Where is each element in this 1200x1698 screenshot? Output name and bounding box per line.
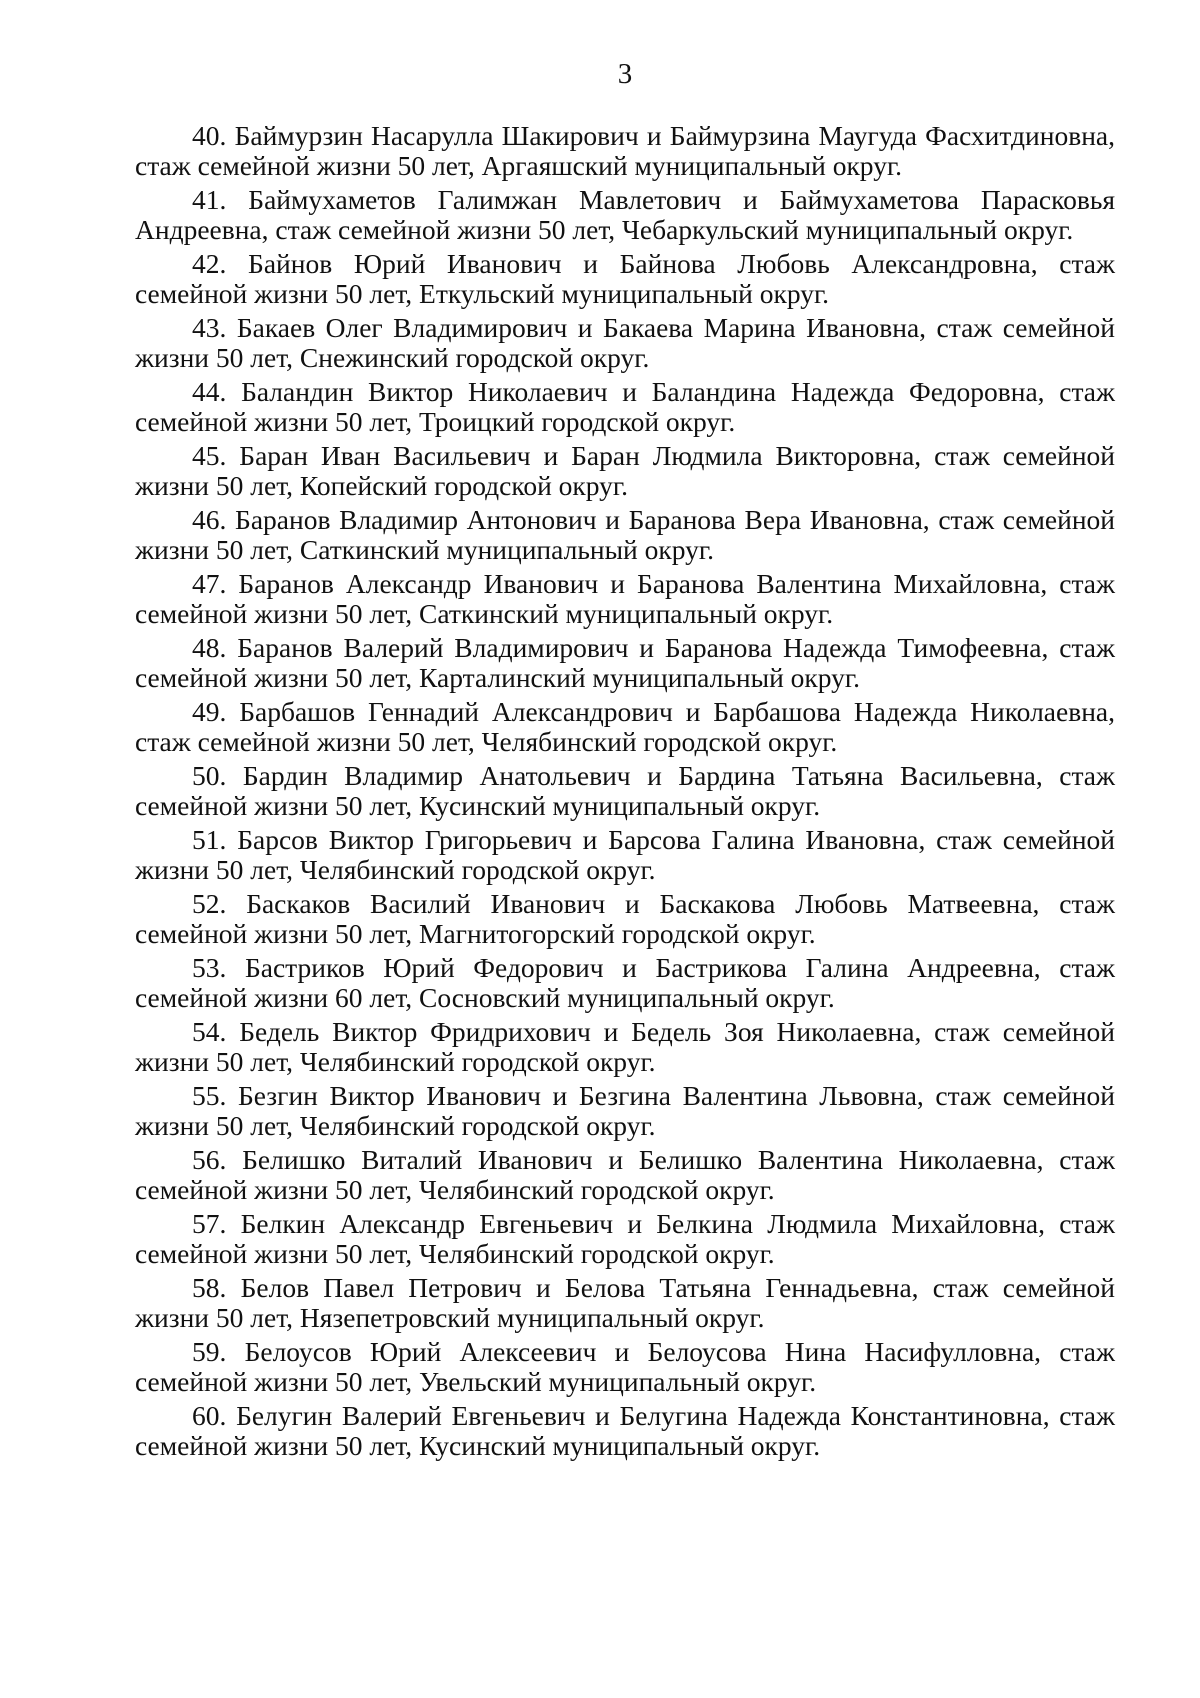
entry-text: Байнов Юрий Иванович и Байнова Любовь Александровна, стаж семейной жизни 50 лет, Еткульский муниципальный округ.: [135, 248, 1115, 309]
entry-text: Баранов Валерий Владимирович и Баранова Надежда Тимофеевна, стаж семейной жизни 50 лет, Карталинский муниципальный округ.: [135, 632, 1115, 693]
entry-number: 45.: [192, 440, 227, 471]
entry-number: 59.: [192, 1336, 227, 1367]
list-item: [135, 697, 1115, 757]
entry-text: Белов Павел Петрович и Белова Татьяна Геннадьевна, стаж семейной жизни 50 лет, Нязепетровский муниципальный округ.: [135, 1272, 1115, 1333]
entry-number: 58.: [192, 1272, 227, 1303]
entry-number: 41.: [192, 184, 227, 215]
entry-number: 43.: [192, 312, 227, 343]
list-item: [135, 953, 1115, 1013]
entry-text: Баймурзин Насарулла Шакирович и Баймурзина Маугуда Фасхитдиновна, стаж семейной жизни 50 лет, Аргаяшский муниципальный округ.: [135, 120, 1116, 181]
entry-text: Баран Иван Васильевич и Баран Людмила Викторовна, стаж семейной жизни 50 лет, Копейский городской округ.: [135, 440, 1115, 501]
list-item: [135, 1401, 1115, 1461]
list-item: [135, 377, 1115, 437]
entry-number: 42.: [192, 248, 227, 279]
entry-text: Баранов Владимир Антонович и Баранова Вера Ивановна, стаж семейной жизни 50 лет, Саткинский муниципальный округ.: [135, 504, 1115, 565]
list-item: [135, 1081, 1115, 1141]
page-number: 3: [617, 58, 633, 90]
entry-number: 54.: [192, 1016, 227, 1047]
entry-text: Белишко Виталий Иванович и Белишко Валентина Николаевна, стаж семейной жизни 50 лет, Челябинский городской округ.: [135, 1144, 1115, 1205]
entry-text: Белугин Валерий Евгеньевич и Белугина Надежда Константиновна, стаж семейной жизни 50 лет, Кусинский муниципальный округ.: [135, 1400, 1116, 1461]
entry-text: Баскаков Василий Иванович и Баскакова Любовь Матвеевна, стаж семейной жизни 50 лет, Магнитогорский городской округ.: [135, 888, 1116, 949]
list-item: [135, 441, 1115, 501]
entry-number: 56.: [192, 1144, 227, 1175]
entry-number: 46.: [192, 504, 227, 535]
entry-number: 60.: [192, 1400, 227, 1431]
entry-number: 52.: [192, 888, 227, 919]
entry-number: 51.: [192, 824, 227, 855]
entry-number: 48.: [192, 632, 227, 663]
list-item: [135, 185, 1115, 245]
entry-number: 47.: [192, 568, 227, 599]
entry-number: 40.: [192, 120, 227, 151]
entry-text: Бастриков Юрий Федорович и Бастрикова Галина Андреевна, стаж семейной жизни 60 лет, Сосновский муниципальный округ.: [135, 952, 1116, 1013]
list-item: [135, 1017, 1115, 1077]
award-list: [135, 121, 1115, 1465]
list-item: [135, 1337, 1115, 1397]
list-item: [135, 1209, 1115, 1269]
list-item: [135, 825, 1115, 885]
list-item: [135, 313, 1115, 373]
entry-text: Баймухаметов Галимжан Мавлетович и Баймухаметова Парасковья Андреевна, стаж семейной жизни 50 лет, Чебаркульский муниципальный округ.: [135, 184, 1116, 245]
entry-number: 53.: [192, 952, 227, 983]
entry-text: Баранов Александр Иванович и Баранова Валентина Михайловна, стаж семейной жизни 50 лет, Саткинский муниципальный округ.: [135, 568, 1115, 629]
entry-text: Безгин Виктор Иванович и Безгина Валентина Львовна, стаж семейной жизни 50 лет, Челябинский городской округ.: [135, 1080, 1115, 1141]
entry-text: Бедель Виктор Фридрихович и Бедель Зоя Николаевна, стаж семейной жизни 50 лет, Челябинский городской округ.: [135, 1016, 1116, 1077]
entry-text: Бардин Владимир Анатольевич и Бардина Татьяна Васильевна, стаж семейной жизни 50 лет, Кусинский муниципальный округ.: [135, 760, 1116, 821]
list-item: [135, 761, 1115, 821]
list-item: [135, 569, 1115, 629]
entry-text: Барбашов Геннадий Александрович и Барбашова Надежда Николаевна, стаж семейной жизни 50 лет, Челябинский городской округ.: [135, 696, 1115, 757]
list-item: [135, 1273, 1115, 1333]
list-item: [135, 121, 1115, 181]
entry-text: Бакаев Олег Владимирович и Бакаева Марина Ивановна, стаж семейной жизни 50 лет, Снежинский городской округ.: [135, 312, 1115, 373]
entry-text: Белкин Александр Евгеньевич и Белкина Людмила Михайловна, стаж семейной жизни 50 лет, Челябинский городской округ.: [135, 1208, 1115, 1269]
entry-number: 55.: [192, 1080, 227, 1111]
entry-number: 50.: [192, 760, 227, 791]
entry-text: Баландин Виктор Николаевич и Баландина Надежда Федоровна, стаж семейной жизни 50 лет, Троицкий городской округ.: [135, 376, 1116, 437]
list-item: [135, 505, 1115, 565]
list-item: [135, 889, 1115, 949]
entry-text: Барсов Виктор Григорьевич и Барсова Галина Ивановна, стаж семейной жизни 50 лет, Челябинский городской округ.: [135, 824, 1116, 885]
list-item: [135, 633, 1115, 693]
entry-text: Белоусов Юрий Алексеевич и Белоусова Нина Насифулловна, стаж семейной жизни 50 лет, Увельский муниципальный округ.: [135, 1336, 1116, 1397]
entry-number: 57.: [192, 1208, 227, 1239]
list-item: [135, 1145, 1115, 1205]
list-item: [135, 249, 1115, 309]
entry-number: 49.: [192, 696, 227, 727]
entry-number: 44.: [192, 376, 227, 407]
